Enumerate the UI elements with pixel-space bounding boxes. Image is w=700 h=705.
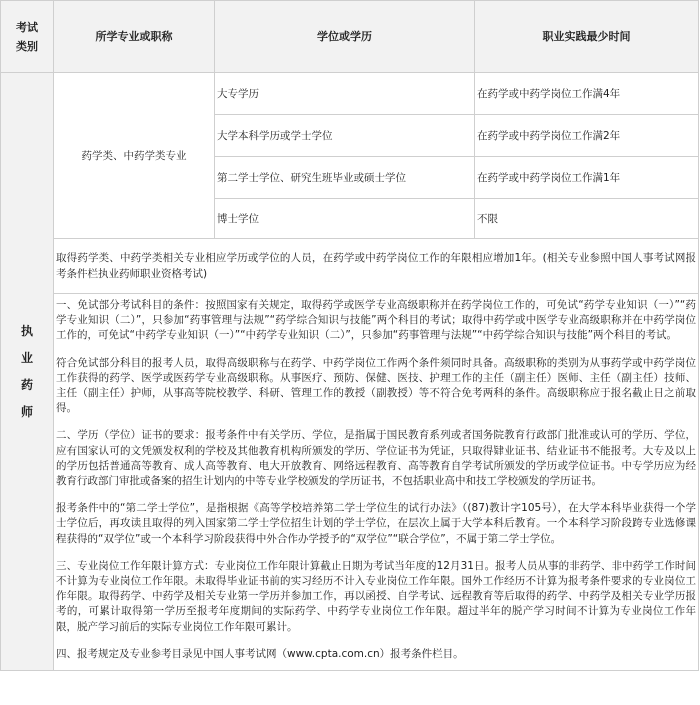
degree-cell: 大专学历 bbox=[215, 73, 475, 115]
note-paragraph: 报考条件中的“第二学士学位”，是指根据《高等学校培养第二学士学位生的试行办法》（(87)教计字105号），在大学本科毕业获得一个学士学位后，再攻读且取得的列入国家第二学士学位招生计划的学士学位，在层次上属于大学本科后教育。一个本科学习阶段跨专业选修课程获得的“双学位”或一个本科学习阶段获得中外合作办学授予的“双学位”“联合学位”，不属于第二学士学位。 bbox=[56, 502, 696, 545]
category-char: 师 bbox=[20, 404, 33, 419]
notes-cell bbox=[54, 294, 699, 671]
table-row bbox=[1, 73, 699, 115]
experience-cell: 在药学或中药学岗位工作满4年 bbox=[475, 73, 699, 115]
header-category-line1: 考试 bbox=[16, 20, 38, 34]
related-note: 取得药学类、中药学类相关专业相应学历或学位的人员，在药学或中药学岗位工作的年限相应增加1年。(相关专业参照中国人事考试网报考条件栏执业药师职业资格考试) bbox=[54, 239, 699, 294]
note-paragraph: 二、学历（学位）证书的要求：报考条件中有关学历、学位，是指属于国民教育系列或者国务院教育行政部门批准或认可的学历、学位，应有国家认可的文凭颁发权利的学校及其他教育机构所颁发的学历、学位证书为凭证，只取得肄业证书、结业证书不能报考。大专及以上的学历包括普通高等教育、成人高等教育、电大开放教育、网络远程教育、高等教育自学考试所颁发的学历或学位证书。中专学历应为经教育行政部门审批或备案的招生计划内的中等专业学校颁发的学历证书，不包括职业高中和技工学校颁发的学历证书。 bbox=[56, 429, 696, 488]
category-cell bbox=[1, 73, 54, 671]
degree-cell: 第二学士学位、研究生班毕业或硕士学位 bbox=[215, 157, 475, 199]
category-char: 业 bbox=[20, 350, 33, 365]
header-experience: 职业实践最少时间 bbox=[475, 1, 699, 73]
category-char: 执 bbox=[20, 323, 33, 338]
experience-cell: 在药学或中药学岗位工作满1年 bbox=[475, 157, 699, 199]
degree-cell: 博士学位 bbox=[215, 199, 475, 239]
header-row bbox=[1, 1, 699, 73]
note-paragraph: 一、免试部分考试科目的条件：按照国家有关规定，取得药学或医学专业高级职称并在药学岗位工作的，可免试“药学专业知识（一）”“药学专业知识（二）”，只参加“药事管理与法规”“药学综合知识与技能”两个科目的考试；取得中药学或中医学专业高级职称并在中药学岗位工作的，可免试“中药学专业知识（一）”“中药学专业知识（二）”，只参加“药事管理与法规”“中药学综合知识与技能”两个科目的考试。 bbox=[56, 299, 696, 342]
header-degree: 学位或学历 bbox=[215, 1, 475, 73]
note-paragraph: 三、专业岗位工作年限计算方式：专业岗位工作年限计算截止日期为考试当年度的12月31日。报考人员从事的非药学、非中药学工作时间不计算为专业岗位工作年限。未取得毕业证书前的实习经历不计入专业岗位工作年限。国外工作经历不计算为报考条件要求的专业岗位工作年限。取得药学、中药学及相关专业第一学历并参加工作，再以函授、自学考试、远程教育等后取得的药学、中药学及相关专业学历报考的，可累计取得第一学历至报考年度期间的实际药学、中药学专业岗位工作年限。超过半年的脱产学习时间不计算为专业岗位工作年限，脱产学习前后的实际专业岗位工作年限可累计。 bbox=[56, 559, 696, 633]
degree-cell: 大学本科学历或学士学位 bbox=[215, 115, 475, 157]
related-note-row bbox=[1, 239, 699, 294]
category-char: 药 bbox=[20, 377, 33, 392]
major-cell: 药学类、中药学类专业 bbox=[54, 73, 215, 239]
header-major: 所学专业或职称 bbox=[54, 1, 215, 73]
note-paragraph: 四、报考规定及专业参考目录见中国人事考试网（www.cpta.com.cn）报考条件栏目。 bbox=[56, 647, 464, 660]
experience-cell: 不限 bbox=[475, 199, 699, 239]
note-paragraph: 符合免试部分科目的报考人员，取得高级职称与在药学、中药学岗位工作两个条件须同时具备。高级职称的类别为从事药学或中药学岗位工作获得的药学、医学或医药学专业高级职称。从事医疗、预防、保健、医技、护理工作的主任（副主任）医师、主任（副主任）技师、主任（副主任）护师，从事高等院校教学、科研、管理工作的教授（副教授）等不符合免考两科的条件。高级职称应于报名截止日之前取得。 bbox=[56, 356, 696, 415]
notes-row bbox=[1, 294, 699, 671]
header-category bbox=[1, 1, 54, 73]
header-category-line2: 类别 bbox=[16, 39, 38, 53]
experience-cell: 在药学或中药学岗位工作满2年 bbox=[475, 115, 699, 157]
